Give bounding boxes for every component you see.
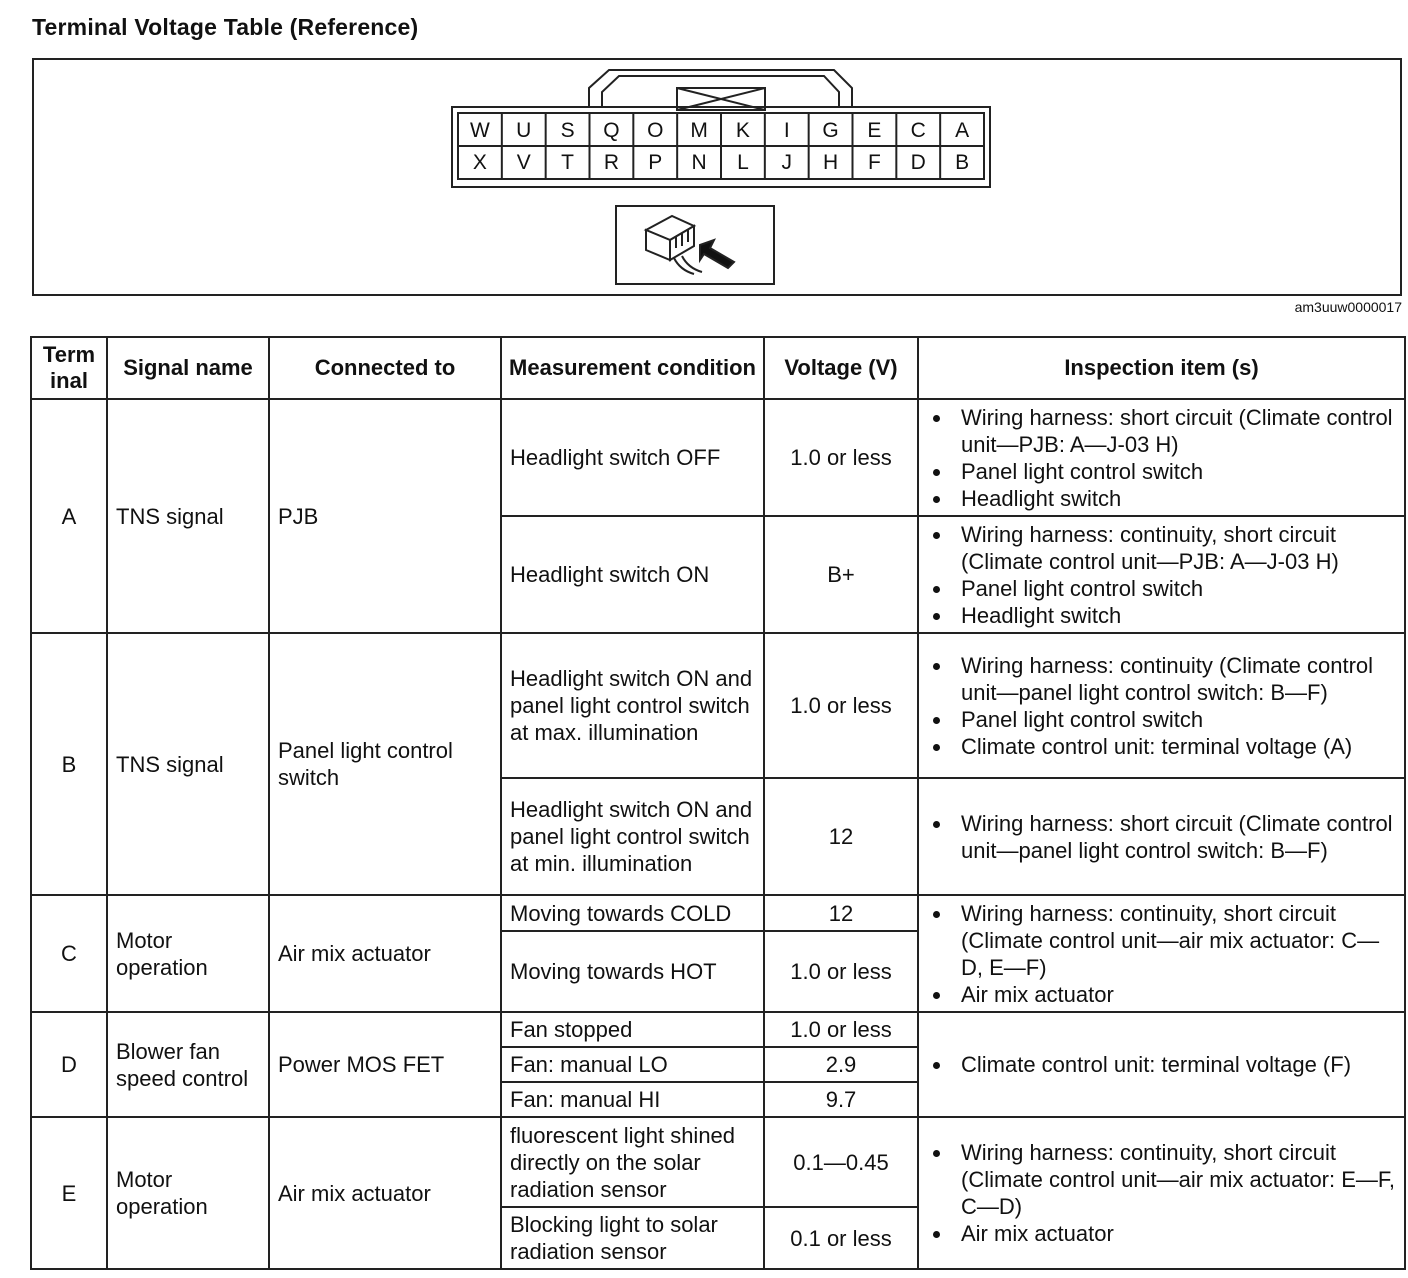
voltage-cell: 1.0 or less: [764, 931, 918, 1012]
inspection-cell: [918, 399, 1405, 516]
condition-cell: Fan: manual HI: [501, 1082, 764, 1117]
connector-pin-label: W: [470, 119, 490, 142]
inspection-item: Wiring harness: short circuit (Climate control unit—PJB: A—J-03 H): [927, 404, 1396, 458]
connector-pin-label: C: [910, 119, 926, 142]
voltage-cell: 0.1—0.45: [764, 1117, 918, 1207]
voltage-cell: 1.0 or less: [764, 633, 918, 778]
signal-cell: Blower fan speed control: [107, 1012, 269, 1117]
header-voltage: Voltage (V): [764, 337, 918, 399]
condition-cell: Moving towards COLD: [501, 895, 764, 931]
inspection-cell: [918, 516, 1405, 633]
connected-cell: Panel light control switch: [269, 633, 501, 895]
connector-pin-label: O: [647, 119, 664, 142]
connector-pin-label: M: [690, 119, 708, 142]
page-title: Terminal Voltage Table (Reference): [32, 14, 419, 40]
connector-pin-label: T: [561, 151, 574, 174]
inspection-item: Headlight switch: [927, 602, 1396, 629]
inspection-item: Wiring harness: continuity, short circuit (Climate control unit—air mix actuator: C—D, E—F): [927, 900, 1396, 981]
terminal-cell: B: [31, 633, 107, 895]
connector-pin-label: E: [867, 119, 882, 142]
connector-pin-label: L: [737, 151, 749, 174]
connector-pin-label: G: [822, 119, 839, 142]
inspection-item: Wiring harness: continuity, short circuit (Climate control unit—PJB: A—J-03 H): [927, 521, 1396, 575]
voltage-cell: 2.9: [764, 1047, 918, 1082]
terminal-cell: D: [31, 1012, 107, 1117]
inspection-cell: [918, 633, 1405, 778]
connector-pin-label: F: [868, 151, 881, 174]
voltage-cell: 1.0 or less: [764, 399, 918, 516]
condition-cell: Fan: manual LO: [501, 1047, 764, 1082]
connected-cell: Air mix actuator: [269, 1117, 501, 1269]
condition-cell: Headlight switch ON and panel light control switch at max. illumination: [501, 633, 764, 778]
table-row: [31, 633, 1405, 778]
inspection-item: Panel light control switch: [927, 575, 1396, 602]
harness-side-view-icon: [646, 216, 734, 274]
table-row: [31, 1117, 1405, 1207]
connector-pin-label: P: [648, 151, 663, 174]
table-row: [31, 895, 1405, 931]
signal-cell: TNS signal: [107, 399, 269, 633]
header-condition: Measurement condition: [501, 337, 764, 399]
inspection-item: Air mix actuator: [927, 1220, 1396, 1247]
connector-pin-label: K: [735, 119, 750, 142]
header-signal: Signal name: [107, 337, 269, 399]
inspection-cell: [918, 1117, 1405, 1269]
inspection-item: Climate control unit: terminal voltage (F): [927, 1051, 1396, 1078]
connector-figure: [32, 58, 1402, 296]
connector-pin-label: X: [472, 151, 487, 174]
figure-id: am3uuw0000017: [1294, 299, 1402, 315]
connector-pin-label: S: [560, 119, 575, 142]
inspection-item: Wiring harness: short circuit (Climate control unit—panel light control switch: B—F): [927, 810, 1396, 864]
connector-pin-label: A: [955, 119, 970, 142]
condition-cell: Headlight switch OFF: [501, 399, 764, 516]
connector-pin-label: R: [603, 151, 620, 174]
connected-cell: Power MOS FET: [269, 1012, 501, 1117]
terminal-cell: A: [31, 399, 107, 633]
connector-pin-label: H: [822, 151, 839, 174]
inspection-item: Wiring harness: continuity (Climate control unit—panel light control switch: B—F): [927, 652, 1396, 706]
inspection-item: Panel light control switch: [927, 458, 1396, 485]
inspection-item: Headlight switch: [927, 485, 1396, 512]
signal-cell: Motor operation: [107, 1117, 269, 1269]
terminal-voltage-table: [30, 336, 1406, 1270]
voltage-cell: 0.1 or less: [764, 1207, 918, 1269]
table-row: [31, 1012, 1405, 1047]
voltage-cell: B+: [764, 516, 918, 633]
inspection-item: Wiring harness: continuity, short circuit (Climate control unit—air mix actuator: E—F, C—D): [927, 1139, 1396, 1220]
condition-cell: Headlight switch ON and panel light control switch at min. illumination: [501, 778, 764, 895]
connector-pin-label: Q: [603, 119, 620, 142]
connector-pin-label: J: [781, 151, 792, 174]
signal-cell: TNS signal: [107, 633, 269, 895]
inspection-item: Climate control unit: terminal voltage (A): [927, 733, 1396, 760]
header-terminal: Term inal: [31, 337, 107, 399]
inspection-cell: [918, 1012, 1405, 1117]
connector-diagram: [34, 60, 1400, 294]
inspection-item: Panel light control switch: [927, 706, 1396, 733]
voltage-cell: 12: [764, 895, 918, 931]
connected-cell: Air mix actuator: [269, 895, 501, 1012]
condition-cell: Headlight switch ON: [501, 516, 764, 633]
condition-cell: fluorescent light shined directly on the solar radiation sensor: [501, 1117, 764, 1207]
terminal-cell: C: [31, 895, 107, 1012]
table-header-row: [31, 337, 1405, 399]
table-row: [31, 399, 1405, 516]
connected-cell: PJB: [269, 399, 501, 633]
signal-cell: Motor operation: [107, 895, 269, 1012]
condition-cell: Moving towards HOT: [501, 931, 764, 1012]
connector-pin-label: V: [516, 151, 531, 174]
terminal-cell: E: [31, 1117, 107, 1269]
header-inspection: Inspection item (s): [918, 337, 1405, 399]
connector-pin-label: D: [910, 151, 926, 174]
voltage-cell: 12: [764, 778, 918, 895]
connector-pin-label: B: [955, 151, 970, 174]
connector-pin-label: U: [516, 119, 532, 142]
header-connected: Connected to: [269, 337, 501, 399]
voltage-cell: 9.7: [764, 1082, 918, 1117]
inspection-item: Air mix actuator: [927, 981, 1396, 1008]
condition-cell: Fan stopped: [501, 1012, 764, 1047]
voltage-cell: 1.0 or less: [764, 1012, 918, 1047]
connector-pin-label: I: [783, 119, 790, 142]
inspection-cell: [918, 895, 1405, 1012]
condition-cell: Blocking light to solar radiation sensor: [501, 1207, 764, 1269]
connector-pin-label: N: [691, 151, 707, 174]
inspection-cell: [918, 778, 1405, 895]
